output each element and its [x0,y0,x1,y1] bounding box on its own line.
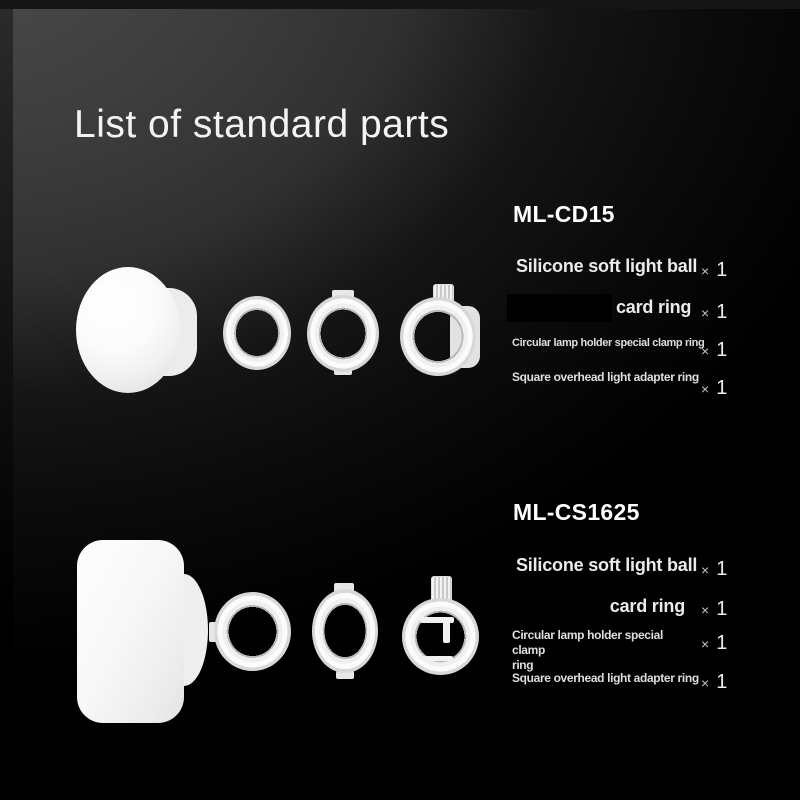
multiply-symbol: × [701,381,710,397]
multiply-symbol: × [701,636,710,652]
quantity-value: 1 [716,598,728,620]
part-label: Square overhead light adapter ring [512,671,699,685]
part-label: card ring [616,297,692,317]
multiply-symbol: × [701,602,710,618]
quantity [701,671,727,694]
multiply-symbol: × [701,343,710,359]
quantity [701,339,727,362]
multiply-symbol: × [701,562,710,578]
page-title: List of standard parts [74,103,450,146]
clamp-ring-illustration [312,589,378,673]
part-label: Silicone soft light ball [516,555,698,575]
quantity-value: 1 [716,259,728,281]
part-label: Square overhead light adapter ring [512,370,699,384]
quantity-value: 1 [716,301,728,323]
quantity [701,301,727,324]
quantity [701,259,727,282]
quantity-value: 1 [716,377,728,399]
quantity-value: 1 [716,632,728,654]
multiply-symbol: × [701,263,710,279]
quantity [701,377,727,400]
quantity [701,598,727,621]
multiply-symbol: × [701,675,710,691]
part-label: Circular lamp holder special clamp ring [512,628,663,672]
silicone-soft-light-box-illustration [77,540,184,723]
quantity-value: 1 [716,671,728,693]
quantity [701,558,727,581]
card-ring-illustration [223,296,291,370]
multiply-symbol: × [701,305,710,321]
model-heading-ml-cs1625: ML-CS1625 [513,499,640,525]
card-ring-illustration [214,592,291,671]
adapter-ring-bracket-base [423,656,453,661]
adapter-ring-bracket-stem [443,621,450,643]
top-border-bar [0,0,800,9]
left-border-strip [0,9,13,800]
quantity [701,632,727,655]
quantity-value: 1 [716,339,728,361]
silicone-soft-light-ball-illustration [76,267,180,393]
redacted-brand-box [507,294,612,322]
quantity-value: 1 [716,558,728,580]
model-heading-ml-cd15: ML-CD15 [513,201,615,227]
part-label: Silicone soft light ball [516,256,698,276]
part-label: card ring [609,596,685,616]
part-label: Circular lamp holder special clamp ring [512,337,705,349]
adapter-ring-illustration [400,297,476,376]
clamp-ring-illustration [307,295,379,372]
adapter-ring-illustration [402,598,479,675]
